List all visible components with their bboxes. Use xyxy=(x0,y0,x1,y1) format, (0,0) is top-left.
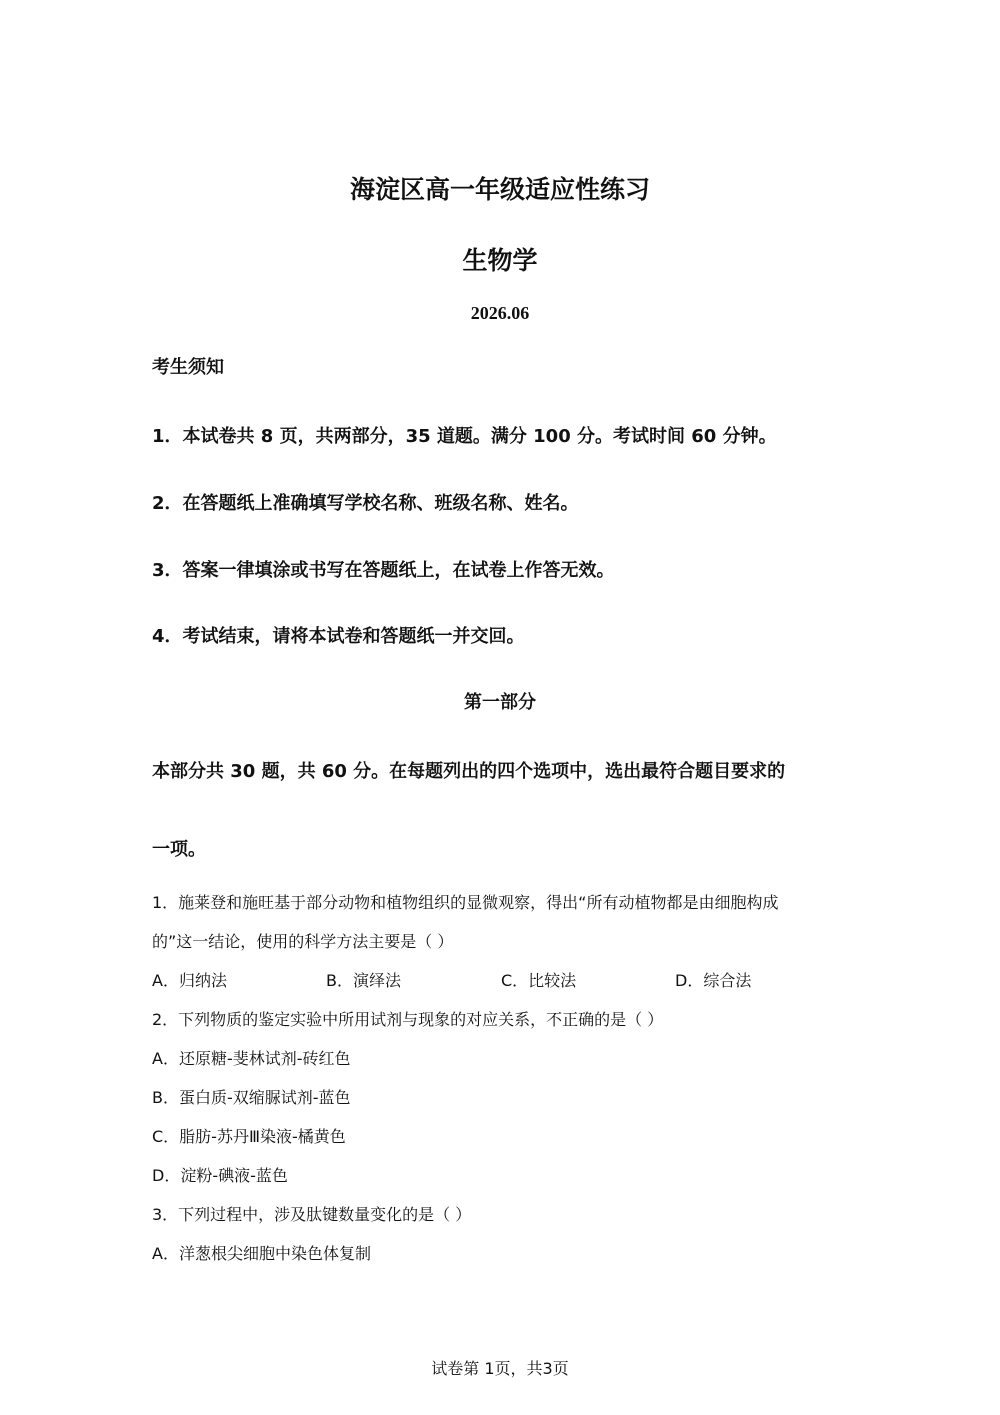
question-2-option-d: D．淀粉-碘液-蓝色 xyxy=(152,1166,288,1185)
question-3-option-a: A．洋葱根尖细胞中染色体复制 xyxy=(152,1244,371,1263)
question-2-stem: 2．下列物质的鉴定实验中所用试剂与现象的对应关系，不正确的是（ ） xyxy=(152,1010,664,1029)
notice-heading: 考生须知 xyxy=(152,357,224,378)
question-1-stem: 1．施莱登和施旺基于部分动物和植物组织的显微观察，得出“所有动植物都是由细胞构成 xyxy=(152,893,779,912)
notice-item: 2．在答题纸上准确填写学校名称、班级名称、姓名。 xyxy=(152,493,579,514)
question-1-option-d: D．综合法 xyxy=(675,971,752,990)
question-2-option-b: B．蛋白质-双缩脲试剂-蓝色 xyxy=(152,1088,351,1107)
part-description-continued: 一项。 xyxy=(152,839,206,860)
question-2-option-c: C．脂肪-苏丹Ⅲ染液-橘黄色 xyxy=(152,1127,346,1146)
part-description: 本部分共 30 题，共 60 分。在每题列出的四个选项中，选出最符合题目要求的 xyxy=(152,761,786,782)
page-footer: 试卷第 1页，共3页 xyxy=(431,1359,569,1378)
question-1-option-c: C．比较法 xyxy=(501,971,577,990)
question-2-option-a: A．还原糖-斐林试剂-砖红色 xyxy=(152,1049,351,1068)
exam-date: 2026.06 xyxy=(470,303,530,323)
notice-item: 1．本试卷共 8 页，共两部分，35 道题。满分 100 分。考试时间 60 分钟。 xyxy=(152,426,777,447)
question-1-option-b: B．演绎法 xyxy=(326,971,401,990)
exam-subject: 生物学 xyxy=(462,246,538,275)
notice-item: 4．考试结束，请将本试卷和答题纸一并交回。 xyxy=(152,626,525,647)
question-1-option-a: A．归纳法 xyxy=(152,971,227,990)
question-1-stem-continued: 的”这一结论，使用的科学方法主要是（ ） xyxy=(152,932,454,951)
question-3-stem: 3．下列过程中，涉及肽键数量变化的是（ ） xyxy=(152,1205,472,1224)
notice-item: 3．答案一律填涂或书写在答题纸上，在试卷上作答无效。 xyxy=(152,560,615,581)
part-title: 第一部分 xyxy=(464,692,536,713)
exam-title: 海淀区高一年级适应性练习 xyxy=(349,175,650,204)
